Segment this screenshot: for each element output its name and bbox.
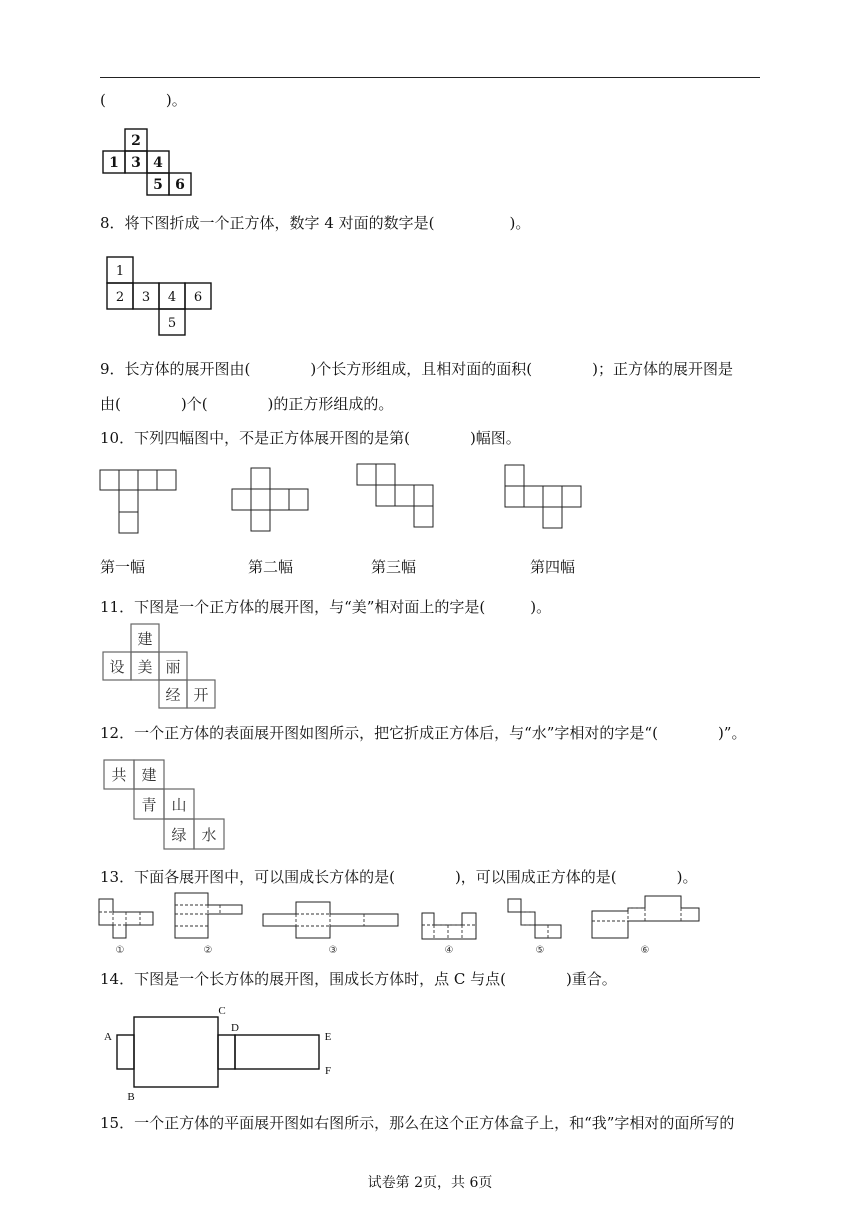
q14-point-label: E xyxy=(324,1031,332,1043)
q11-char: 设 xyxy=(109,658,125,676)
q8-number: 4 xyxy=(167,290,177,305)
q7-number: 6 xyxy=(175,177,185,193)
q12-char: 建 xyxy=(141,766,157,784)
q15-text: 15．一个正方体的平面展开图如右图所示，那么在这个正方体盒子上，和“我”字相对的面所写的 xyxy=(100,1114,735,1132)
q9-line2: 由( )个( )的正方形组成的。 xyxy=(100,395,394,413)
q14-text: 14．下图是一个长方体的展开图，围成长方体时，点 C 与点( )重合。 xyxy=(100,970,617,988)
q13-label: ③ xyxy=(328,945,338,956)
q8-number: 2 xyxy=(115,290,125,305)
q8-number: 5 xyxy=(167,316,177,331)
q7-number: 2 xyxy=(131,133,141,149)
q7-number: 5 xyxy=(153,177,163,193)
q14-point-label: F xyxy=(324,1065,332,1077)
q12-char: 绿 xyxy=(171,826,187,844)
q11-char: 丽 xyxy=(165,658,181,676)
q7-answer-blank: ( )。 xyxy=(100,91,187,109)
q13-label: ② xyxy=(203,945,213,956)
q11-char: 开 xyxy=(193,686,209,704)
q8-text: 8．将下图折成一个正方体，数字 4 对面的数字是( )。 xyxy=(100,214,531,232)
q11-char: 经 xyxy=(165,686,181,704)
q14-point-label: D xyxy=(231,1022,239,1034)
q10-caption-3: 第三幅 xyxy=(371,558,417,576)
q11-char: 美 xyxy=(137,658,153,676)
q8-number: 6 xyxy=(193,290,203,305)
q7-number: 3 xyxy=(131,155,141,171)
q10-caption-2: 第二幅 xyxy=(248,558,294,576)
q7-number: 4 xyxy=(153,155,163,171)
q12-char: 青 xyxy=(141,796,157,814)
q13-text: 13．下面各展开图中，可以围成长方体的是( )，可以围成正方体的是( )。 xyxy=(100,868,698,886)
q7-number: 1 xyxy=(109,155,119,171)
page-footer: 试卷第 2页，共 6页 xyxy=(367,1175,493,1191)
q11-text: 11．下图是一个正方体的展开图，与“美”相对面上的字是( )。 xyxy=(100,598,552,616)
q14-point-label: A xyxy=(104,1031,112,1043)
q9-line1: 9．长方体的展开图由( )个长方形组成，且相对面的面积( )；正方体的展开图是 xyxy=(100,360,733,378)
q10-text: 10．下列四幅图中，不是正方体展开图的是第( )幅图。 xyxy=(100,429,521,447)
q8-number: 1 xyxy=(115,264,125,279)
q12-char: 山 xyxy=(171,796,187,814)
q11-char: 建 xyxy=(137,630,153,648)
q12-char: 水 xyxy=(201,826,217,844)
q14-point-label: C xyxy=(218,1005,226,1017)
q10-caption-1: 第一幅 xyxy=(100,558,146,576)
q10-caption-4: 第四幅 xyxy=(530,558,576,576)
q14-point-label: B xyxy=(127,1091,135,1103)
q12-char: 共 xyxy=(111,766,127,784)
q13-label: ⑤ xyxy=(535,945,545,956)
q12-text: 12．一个正方体的表面展开图如图所示，把它折成正方体后，与“水”字相对的字是“( )”。 xyxy=(100,724,747,742)
q13-label: ⑥ xyxy=(640,945,650,956)
q13-label: ④ xyxy=(444,945,454,956)
q8-number: 3 xyxy=(141,290,151,305)
q13-label: ① xyxy=(115,945,125,956)
